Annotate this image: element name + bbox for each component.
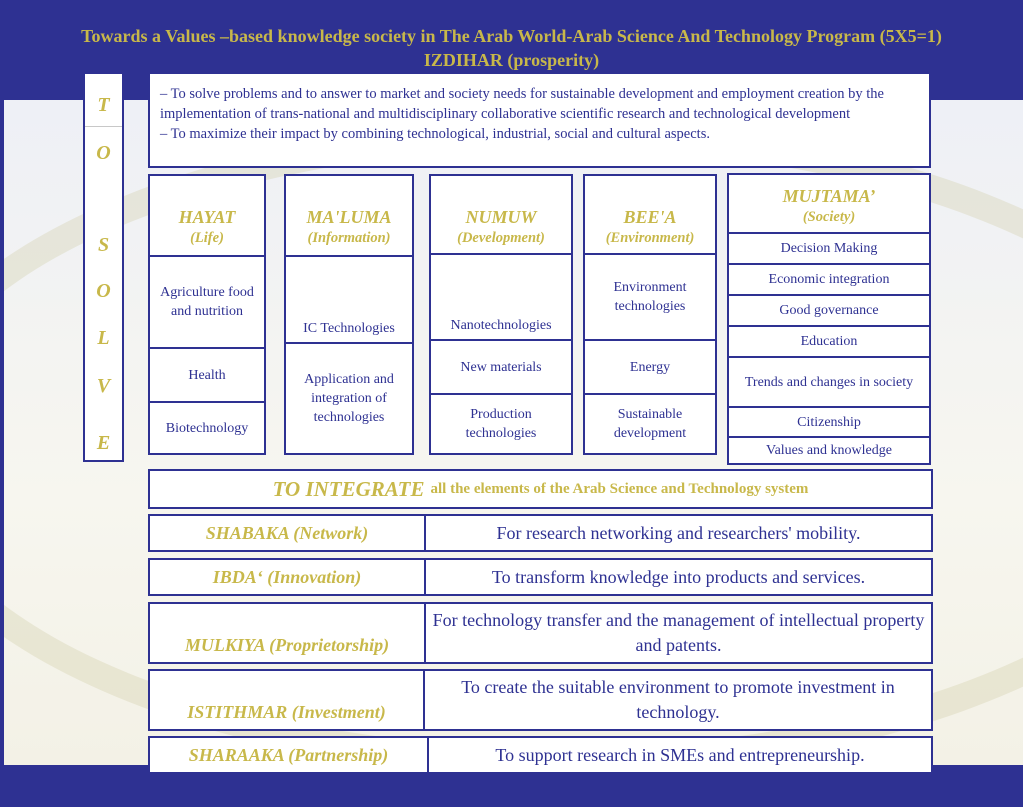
column-item: Economic integration — [729, 263, 929, 294]
column-subtitle: (Information) — [307, 230, 391, 246]
column-item: Agriculture food and nutrition — [150, 255, 264, 347]
solve-letter: O — [96, 142, 111, 164]
instrument-row-shabaka — [148, 514, 933, 552]
to-solve-column — [83, 72, 124, 462]
instrument-label: SHARAAKA (Partnership) — [150, 738, 429, 772]
column-title: MA'LUMA — [306, 207, 392, 227]
instrument-label: ISTITHMAR (Investment) — [150, 671, 425, 729]
column-title: NUMUW — [465, 207, 537, 227]
column-title: MUJTAMA’ — [782, 186, 876, 206]
objective-item: – To maximize their impact by combining technological, industrial, social and cultural aspects. — [160, 126, 710, 142]
column-item: Citizenship — [729, 406, 929, 436]
background-left-edge — [0, 100, 4, 765]
column-header — [729, 185, 929, 227]
solve-letter: L — [97, 327, 110, 349]
solve-letter: E — [96, 432, 111, 454]
column-title: HAYAT — [178, 207, 236, 227]
column-subtitle: (Life) — [190, 230, 224, 246]
column-beea — [583, 174, 717, 455]
column-item: Health — [150, 347, 264, 401]
instrument-label: MULKIYA (Proprietorship) — [150, 604, 426, 662]
instrument-description: To transform knowledge into products and services. — [491, 566, 866, 587]
column-title: BEE'A — [623, 207, 677, 227]
column-subtitle: (Environment) — [605, 230, 695, 246]
instrument-description: For technology transfer and the management of intellectual property and patents. — [432, 610, 925, 655]
column-item: Environment technologies — [585, 253, 715, 339]
column-header — [585, 206, 715, 248]
instrument-row-ibda — [148, 558, 933, 596]
integrate-heading: TO INTEGRATE — [272, 476, 425, 501]
solve-letter: O — [96, 280, 111, 302]
instrument-description: To create the suitable environment to promote investment in technology. — [461, 677, 895, 722]
instrument-label: SHABAKA (Network) — [150, 516, 426, 550]
column-item: IC Technologies — [286, 255, 412, 342]
column-numuw — [429, 174, 573, 455]
column-item: Sustainable development — [585, 393, 715, 453]
solve-letter: T — [97, 94, 110, 116]
column-header — [286, 206, 412, 248]
column-item: Education — [729, 325, 929, 356]
instrument-row-istithmar — [148, 669, 933, 731]
column-subtitle: (Development) — [457, 230, 545, 246]
column-item: Nanotechnologies — [431, 253, 571, 339]
instrument-row-mulkiya — [148, 602, 933, 664]
column-item: Biotechnology — [150, 401, 264, 453]
title-line-2: IZDIHAR (prosperity) — [423, 50, 600, 70]
column-hayat — [148, 174, 266, 455]
objectives-box — [148, 72, 931, 168]
page-title — [20, 24, 1003, 72]
column-item: Production technologies — [431, 393, 571, 453]
title-line-1: Towards a Values –based knowledge society in The Arab World-Arab Science And Technology Program (5X5=1) — [81, 26, 942, 46]
integrate-caption: all the elements of the Arab Science and Technology system — [430, 480, 809, 497]
column-subtitle: (Society) — [802, 209, 856, 225]
column-header — [431, 206, 571, 248]
solve-divider — [85, 126, 122, 127]
objective-item: – To solve problems and to answer to market and society needs for sustainable development and employment creation by the implementation of trans-national and multidisciplinary collaborative scientific research and technological development — [160, 86, 884, 122]
instrument-description: To support research in SMEs and entrepreneurship. — [495, 744, 865, 765]
column-item: Values and knowledge — [729, 436, 929, 463]
integrate-banner — [148, 469, 933, 509]
column-maluma — [284, 174, 414, 455]
column-header — [150, 206, 264, 248]
column-item: New materials — [431, 339, 571, 393]
solve-letter: S — [97, 234, 110, 256]
solve-letter: V — [96, 375, 111, 397]
column-item: Decision Making — [729, 232, 929, 263]
column-item: Trends and changes in society — [729, 356, 929, 406]
column-item: Good governance — [729, 294, 929, 325]
instrument-label: IBDA‘ (Innovation) — [150, 560, 426, 594]
instrument-row-sharaaka — [148, 736, 933, 774]
column-item: Application and integration of technologies — [286, 342, 412, 453]
column-item: Energy — [585, 339, 715, 393]
instrument-description: For research networking and researchers' mobility. — [496, 522, 861, 543]
column-mujtama — [727, 173, 931, 465]
